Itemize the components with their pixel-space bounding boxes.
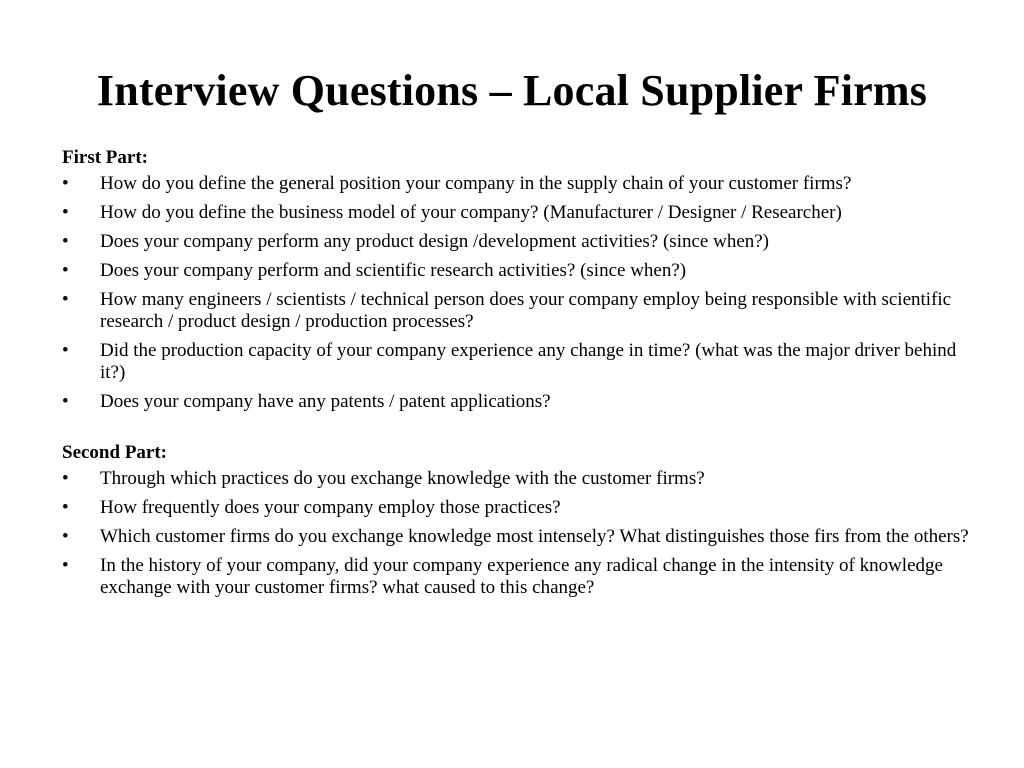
- bullet-icon: •: [62, 340, 69, 361]
- bullet-icon: •: [62, 555, 69, 576]
- bullet-icon: •: [62, 202, 69, 223]
- bullet-icon: •: [62, 391, 69, 412]
- question-text: Through which practices do you exchange knowledge with the customer firms?: [100, 468, 705, 489]
- section-spacer: [62, 420, 972, 441]
- question-item: [62, 497, 972, 519]
- question-text: Does your company have any patents / patent applications?: [100, 391, 551, 412]
- question-text: Which customer firms do you exchange knowledge most intensely? What distinguishes those firs from the others?: [100, 526, 969, 547]
- bullet-icon: •: [62, 173, 69, 194]
- question-text: How do you define the general position your company in the supply chain of your customer firms?: [100, 173, 852, 194]
- bullet-icon: •: [62, 497, 69, 518]
- question-item: [62, 555, 972, 599]
- bullet-icon: •: [62, 260, 69, 281]
- question-list: [62, 173, 972, 413]
- section-heading: First Part:: [62, 147, 148, 168]
- question-text: How frequently does your company employ those practices?: [100, 497, 561, 518]
- bullet-icon: •: [62, 289, 69, 310]
- question-item: [62, 202, 972, 224]
- bullet-icon: •: [62, 231, 69, 252]
- question-text: How many engineers / scientists / technical person does your company employ being responsible with scientific research / product design / production processes?: [100, 289, 952, 332]
- question-text: Does your company perform and scientific research activities? (since when?): [100, 260, 687, 281]
- question-text: In the history of your company, did your company experience any radical change in the intensity of knowledge exchange with your customer firms? what caused to this change?: [100, 555, 943, 598]
- question-item: [62, 173, 972, 195]
- question-text: How do you define the business model of your company? (Manufacturer / Designer / Researcher): [100, 202, 842, 223]
- question-item: [62, 391, 972, 413]
- slide-body: [62, 146, 972, 606]
- question-item: [62, 340, 972, 384]
- question-text: Did the production capacity of your company experience any change in time? (what was the major driver behind it?): [100, 340, 957, 383]
- question-item: [62, 260, 972, 282]
- slide-title: Interview Questions – Local Supplier Firms: [96, 66, 928, 115]
- section-first-part: [62, 146, 972, 413]
- bullet-icon: •: [62, 526, 69, 547]
- question-text: Does your company perform any product design /development activities? (since when?): [100, 231, 770, 252]
- question-item: [62, 289, 972, 333]
- question-item: [62, 526, 972, 548]
- question-list: [62, 468, 972, 599]
- bullet-icon: •: [62, 468, 69, 489]
- section-second-part: [62, 441, 972, 599]
- section-heading: Second Part:: [62, 442, 168, 463]
- question-item: [62, 231, 972, 253]
- question-item: [62, 468, 972, 490]
